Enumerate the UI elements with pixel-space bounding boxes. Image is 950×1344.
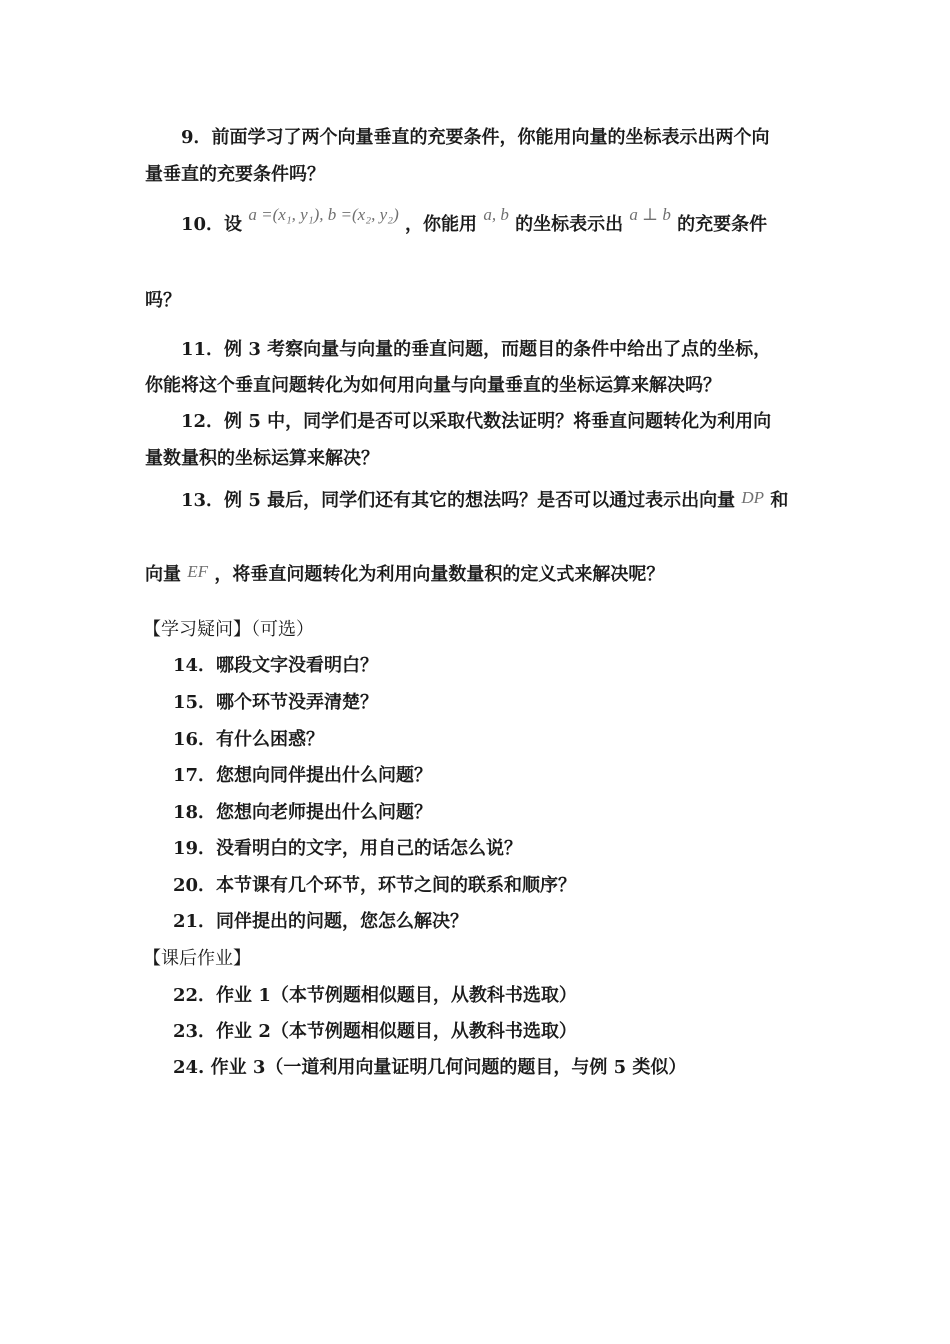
q13-line2-suffix: ，将垂直问题转化为利用向量数量积的定义式来解决呢？ <box>214 564 665 585</box>
q11-line2: 你能将这个垂直问题转化为如何用向量与向量垂直的坐标运算来解决吗？ <box>145 375 721 396</box>
q10-math-def: a =(x₁, y₁), b =(x₂, y₂) <box>248 205 399 224</box>
q10-prefix: 10．设 <box>181 214 243 235</box>
question-item: 21．同伴提出的问题，您怎么解决？ <box>173 911 469 932</box>
homework-item: 24. 作业 3（一道利用向量证明几何问题的题目，与例 5 类似） <box>173 1057 687 1078</box>
q10-math-ab: a, b <box>483 205 509 224</box>
question-item: 14．哪段文字没看明白？ <box>173 655 379 676</box>
q9-line1: 9．前面学习了两个向量垂直的充要条件，你能用向量的坐标表示出两个向 <box>181 127 770 148</box>
q13-suffix: 和 <box>770 490 789 511</box>
question-item: 15．哪个环节没弄清楚？ <box>173 692 379 713</box>
q13-math-ef: EF <box>187 562 209 581</box>
q10-mid1: ，你能用 <box>405 214 478 235</box>
question-item: 17．您想向同伴提出什么问题？ <box>173 765 433 786</box>
q10-mid2: 的坐标表示出 <box>515 214 624 235</box>
homework-item: 22．作业 1（本节例题相似题目，从教科书选取） <box>173 985 577 1006</box>
q13-line1 <box>181 489 788 513</box>
question-item: 18．您想向老师提出什么问题？ <box>173 802 433 823</box>
question-item: 19．没看明白的文字，用自己的话怎么说？ <box>173 838 523 859</box>
q11-line1: 11．例 3 考察向量与向量的垂直问题，而题目的条件中给出了点的坐标， <box>181 339 772 360</box>
q9-line2: 量垂直的充要条件吗？ <box>145 164 325 185</box>
q13-math-dp: DP <box>741 488 765 507</box>
section-homework-heading: 【课后作业】 <box>143 948 251 969</box>
section-questions-heading: 【学习疑问】（可选） <box>143 619 314 640</box>
question-item: 16．有什么困惑？ <box>173 729 325 750</box>
q10-suffix: 的充要条件 <box>677 214 768 235</box>
q13-line2 <box>145 563 664 587</box>
question-item: 20．本节课有几个环节，环节之间的联系和顺序？ <box>173 875 577 896</box>
q12-line1: 12．例 5 中，同学们是否可以采取代数法证明？将垂直问题转化为利用向 <box>181 411 772 432</box>
homework-item: 23．作业 2（本节例题相似题目，从教科书选取） <box>173 1021 577 1042</box>
q10-line1 <box>181 205 768 237</box>
q10-line2: 吗？ <box>145 290 181 311</box>
q13-line2-prefix: 向量 <box>145 564 181 585</box>
q12-line2: 量数量积的坐标运算来解决？ <box>145 448 379 469</box>
q13-prefix: 13．例 5 最后，同学们还有其它的想法吗？是否可以通过表示出向量 <box>181 490 736 511</box>
q10-math-perp: a ⊥ b <box>629 205 671 224</box>
